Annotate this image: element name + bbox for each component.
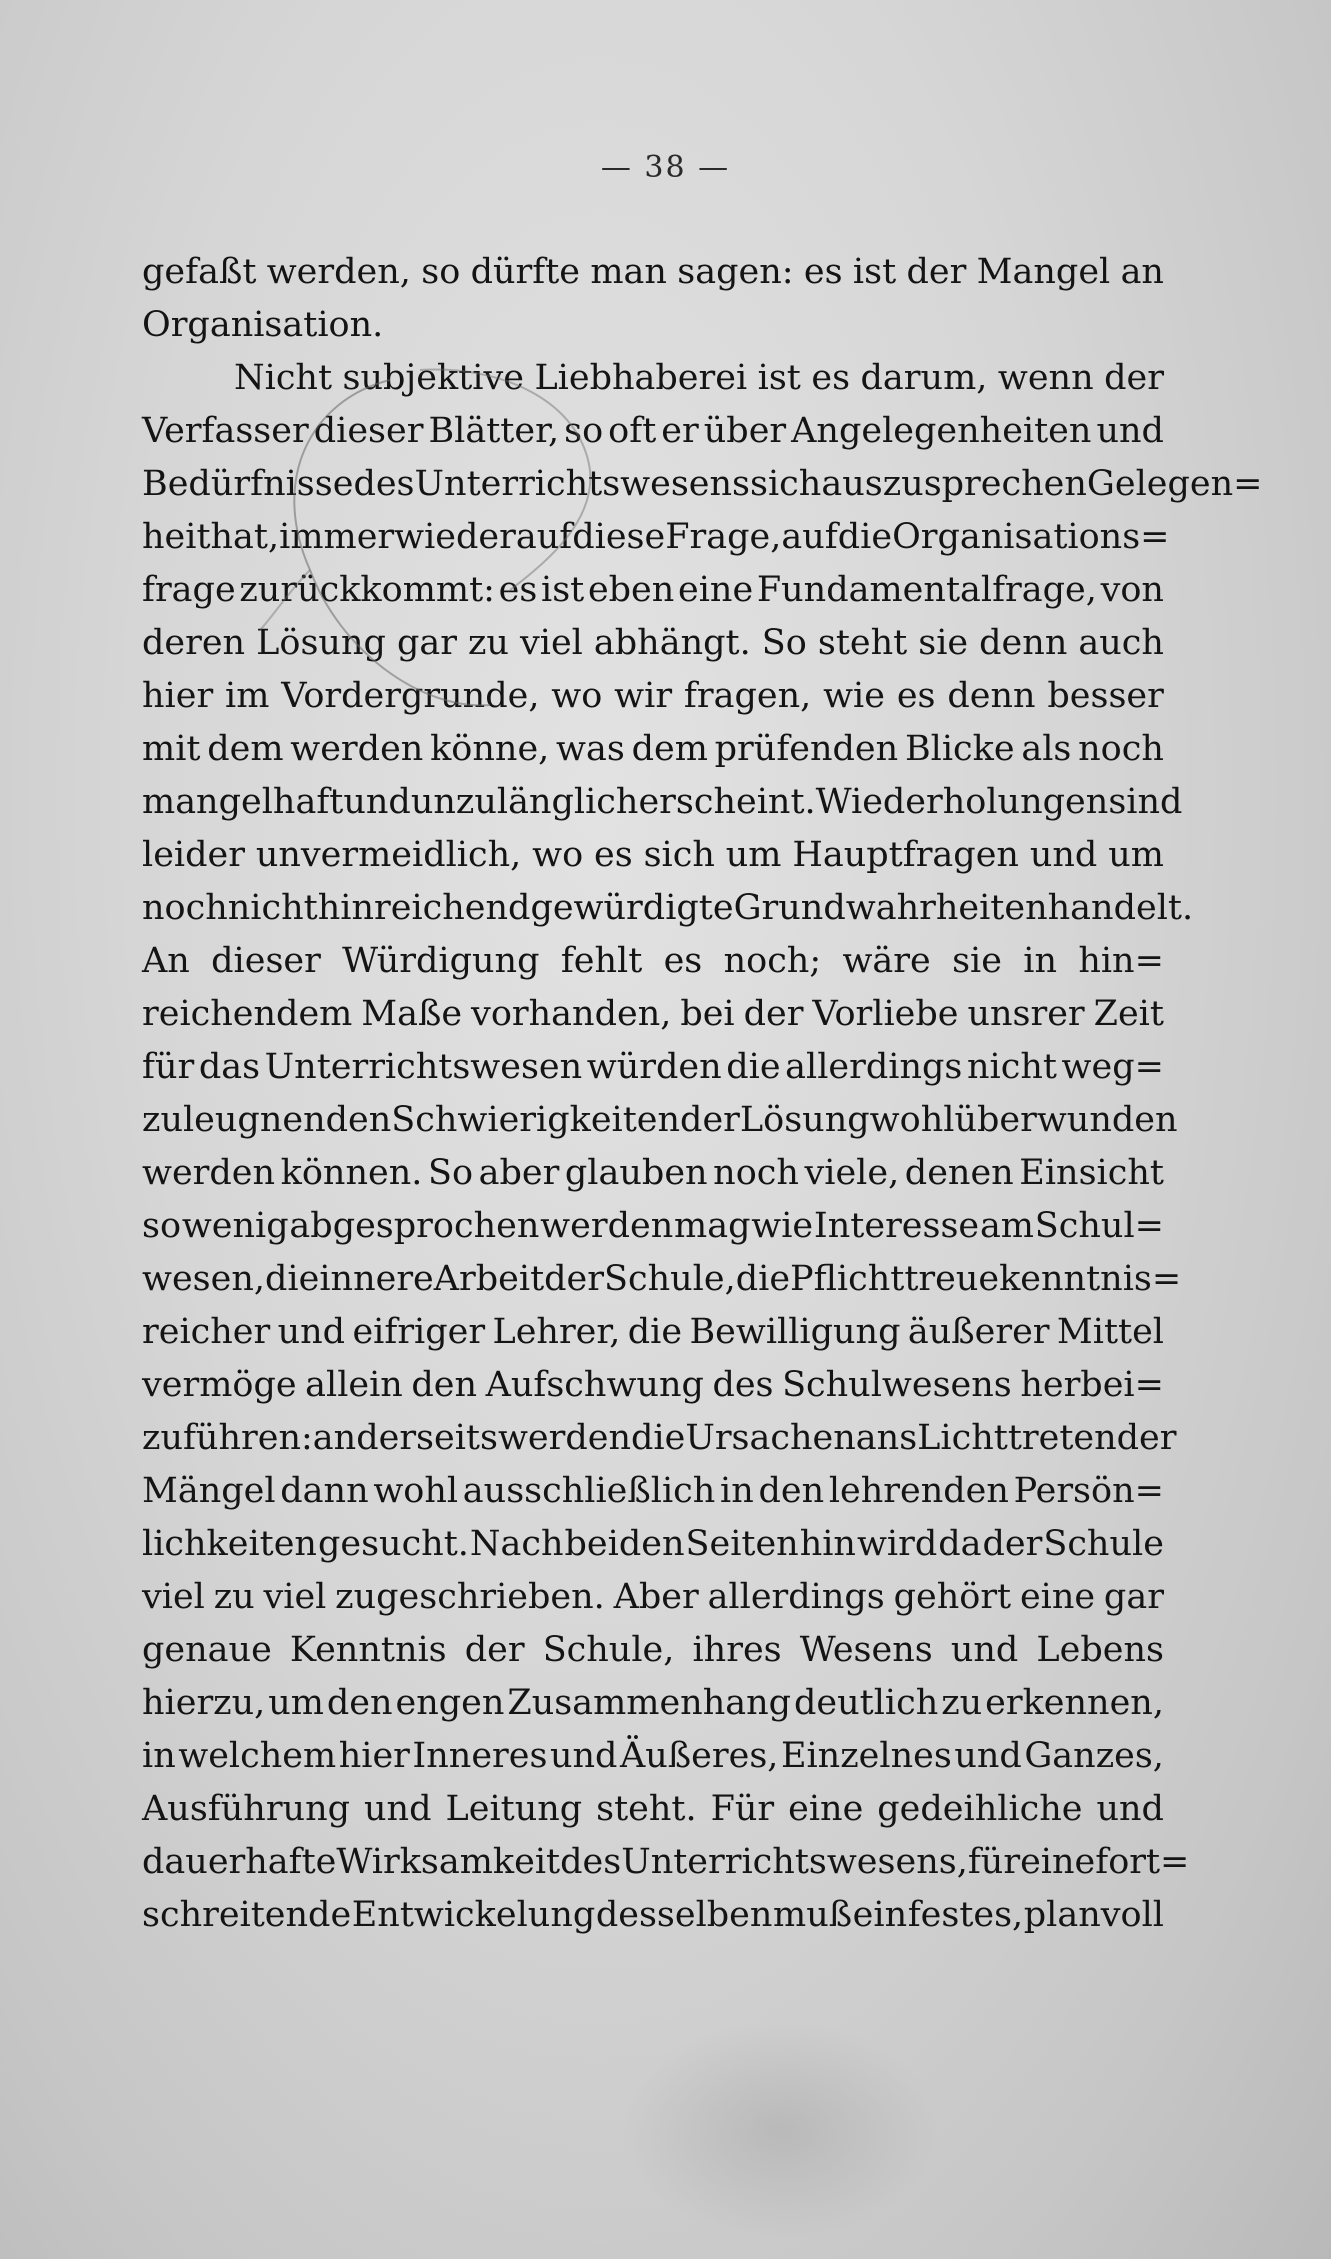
word: nicht bbox=[966, 1047, 1057, 1087]
word: dem bbox=[207, 729, 284, 769]
word: des bbox=[560, 1842, 622, 1882]
text-line bbox=[142, 1200, 1164, 1253]
word: innere bbox=[319, 1259, 434, 1299]
word: unzulänglich bbox=[410, 782, 639, 822]
word: ans bbox=[855, 1418, 918, 1458]
word: Schulwesens bbox=[782, 1365, 1012, 1405]
word: So bbox=[761, 623, 807, 663]
word: dann bbox=[280, 1471, 369, 1511]
word: zugeschrieben. bbox=[335, 1577, 605, 1617]
word: können. bbox=[280, 1153, 423, 1193]
word: ihres bbox=[692, 1630, 782, 1670]
word: viel bbox=[520, 623, 583, 663]
word: sagen: bbox=[677, 252, 794, 292]
word: des bbox=[353, 464, 415, 504]
word: die bbox=[735, 1259, 791, 1299]
word: und bbox=[1096, 411, 1164, 451]
word: Mittel bbox=[1056, 1312, 1164, 1352]
word: und bbox=[950, 1630, 1019, 1670]
word: und bbox=[1029, 835, 1098, 875]
word: es bbox=[498, 570, 538, 610]
text-line bbox=[142, 1041, 1164, 1094]
word: oft bbox=[608, 411, 657, 451]
word: werden bbox=[497, 1418, 632, 1458]
word: ist bbox=[852, 252, 897, 292]
word: nicht bbox=[227, 888, 318, 928]
word: darum, bbox=[860, 358, 988, 398]
word: um bbox=[725, 835, 782, 875]
word: sind bbox=[1108, 782, 1183, 822]
word: Vorliebe bbox=[812, 994, 959, 1034]
word: wenn bbox=[997, 358, 1094, 398]
word: gedeihliche bbox=[877, 1789, 1083, 1829]
word: ein bbox=[852, 1895, 908, 1935]
word: Organisation. bbox=[142, 305, 384, 345]
word: und bbox=[364, 1789, 432, 1829]
word: in bbox=[1023, 941, 1057, 981]
word: hin bbox=[799, 1524, 856, 1564]
word: Schwierigkeiten bbox=[391, 1100, 681, 1140]
word: hier bbox=[338, 1736, 410, 1776]
word: denn bbox=[979, 623, 1068, 663]
text-line bbox=[142, 1677, 1164, 1730]
word: auch bbox=[1078, 623, 1164, 663]
word: werden bbox=[290, 729, 424, 769]
word: da bbox=[938, 1524, 982, 1564]
word: Einsicht bbox=[1019, 1153, 1164, 1193]
word: und bbox=[954, 1736, 1022, 1776]
word: wird bbox=[856, 1524, 938, 1564]
text-line bbox=[142, 670, 1164, 723]
word: Unterrichtswesens, bbox=[621, 1842, 968, 1882]
word: tretender bbox=[1007, 1418, 1177, 1458]
word: Nach bbox=[469, 1524, 564, 1564]
word: gar bbox=[1103, 1577, 1164, 1617]
word: der bbox=[743, 994, 804, 1034]
word: Einzelnes bbox=[780, 1736, 952, 1776]
text-line bbox=[142, 776, 1183, 829]
word: Zeit bbox=[1093, 994, 1164, 1034]
word: die bbox=[627, 1312, 683, 1352]
word: Wesens bbox=[799, 1630, 933, 1670]
word: gehört bbox=[893, 1577, 1012, 1617]
word: in bbox=[720, 1471, 754, 1511]
word: gewürdigte bbox=[530, 888, 734, 928]
word: um bbox=[1108, 835, 1164, 875]
word: reicher bbox=[142, 1312, 271, 1352]
word: fort= bbox=[1095, 1842, 1190, 1882]
word: vorhanden, bbox=[471, 994, 672, 1034]
word: als bbox=[1021, 729, 1072, 769]
word: auszusprechen bbox=[821, 464, 1087, 504]
page-number: — 38 — bbox=[600, 150, 731, 185]
word: Lebens bbox=[1036, 1630, 1164, 1670]
word: in bbox=[142, 1736, 176, 1776]
word: allerdings bbox=[785, 1047, 963, 1087]
text-line bbox=[142, 1359, 1164, 1412]
word: heit bbox=[142, 517, 211, 557]
text-line bbox=[142, 1465, 1164, 1518]
word: Lehrer, bbox=[492, 1312, 621, 1352]
word: Äußeres, bbox=[619, 1736, 779, 1776]
word: Für bbox=[710, 1789, 775, 1829]
word: noch bbox=[1078, 729, 1164, 769]
word: Angelegenheiten bbox=[791, 411, 1092, 451]
body-text bbox=[142, 246, 1263, 1942]
word: so bbox=[421, 252, 461, 292]
word: Bewilligung bbox=[689, 1312, 901, 1352]
word: den bbox=[411, 1365, 478, 1405]
text-line bbox=[142, 1253, 1182, 1306]
word: sich bbox=[750, 464, 822, 504]
word: für bbox=[967, 1842, 1021, 1882]
word: Leitung bbox=[445, 1789, 583, 1829]
word: zuleugnenden bbox=[142, 1100, 392, 1140]
word: Pflichttreue bbox=[790, 1259, 1000, 1299]
word: es bbox=[803, 252, 843, 292]
word: handelt. bbox=[1047, 888, 1194, 928]
word: Inneres bbox=[412, 1736, 548, 1776]
word: Wirksamkeit bbox=[336, 1842, 561, 1882]
word: wesen, bbox=[142, 1259, 266, 1299]
word: fehlt bbox=[560, 941, 643, 981]
word: hier bbox=[142, 676, 214, 716]
text-line bbox=[142, 405, 1164, 458]
word: wo bbox=[532, 835, 584, 875]
word: sie bbox=[952, 941, 1002, 981]
word: noch bbox=[142, 888, 228, 928]
word: besser bbox=[1047, 676, 1164, 716]
word: Grundwahrheiten bbox=[733, 888, 1048, 928]
text-line bbox=[142, 617, 1164, 670]
word: bei bbox=[680, 994, 735, 1034]
word: Lösung bbox=[739, 1100, 870, 1140]
word: Blicke bbox=[904, 729, 1015, 769]
word: unvermeidlich, bbox=[255, 835, 522, 875]
word: erkennen, bbox=[985, 1683, 1164, 1723]
word: Entwickelung bbox=[351, 1895, 596, 1935]
word: abgesprochen bbox=[289, 1206, 540, 1246]
word: so bbox=[142, 1206, 182, 1246]
word: könne, bbox=[430, 729, 550, 769]
word: frage bbox=[142, 570, 236, 610]
word: eine bbox=[1019, 1577, 1096, 1617]
word: kenntnis= bbox=[999, 1259, 1182, 1299]
word: deutlich bbox=[794, 1683, 939, 1723]
word: beiden bbox=[564, 1524, 685, 1564]
word: desselben bbox=[595, 1895, 773, 1935]
text-line bbox=[142, 1147, 1164, 1200]
word: wieder bbox=[394, 517, 516, 557]
word: immer bbox=[279, 517, 395, 557]
word: prüfenden bbox=[714, 729, 899, 769]
word: es bbox=[663, 941, 703, 981]
word: wohl bbox=[869, 1100, 955, 1140]
text-line bbox=[142, 246, 1164, 299]
word: man bbox=[590, 252, 667, 292]
word: dieser bbox=[211, 941, 321, 981]
word: der bbox=[680, 1100, 740, 1140]
word: Zusammenhang bbox=[507, 1683, 792, 1723]
word: herbei= bbox=[1020, 1365, 1164, 1405]
word: werden, bbox=[266, 252, 411, 292]
word: zu bbox=[467, 623, 509, 663]
text-line bbox=[142, 299, 1164, 352]
word: schreitende bbox=[142, 1895, 352, 1935]
word: Nicht bbox=[234, 358, 333, 398]
word: Arbeit bbox=[433, 1259, 545, 1299]
word: sie bbox=[918, 623, 969, 663]
word: zu bbox=[213, 1577, 255, 1617]
text-line bbox=[142, 564, 1164, 617]
word: Vordergrunde, bbox=[281, 676, 540, 716]
word: Wiederholungen bbox=[815, 782, 1109, 822]
text-line bbox=[142, 352, 1164, 405]
word: des bbox=[712, 1365, 774, 1405]
word: allein bbox=[305, 1365, 403, 1405]
word: und bbox=[343, 782, 411, 822]
word: der bbox=[1104, 358, 1164, 398]
word: die bbox=[265, 1259, 320, 1299]
word: Mangel bbox=[976, 252, 1111, 292]
word: Ganzes, bbox=[1024, 1736, 1164, 1776]
word: auf bbox=[781, 517, 838, 557]
word: ist bbox=[541, 570, 585, 610]
text-line bbox=[142, 1571, 1164, 1624]
word: hat, bbox=[210, 517, 280, 557]
word: und bbox=[549, 1736, 618, 1776]
text-line bbox=[142, 1889, 1164, 1942]
text-line bbox=[142, 935, 1164, 988]
word: es bbox=[594, 835, 633, 875]
word: leider bbox=[142, 835, 245, 875]
word: so bbox=[564, 411, 604, 451]
text-line bbox=[142, 1624, 1164, 1677]
word: ausschließlich bbox=[462, 1471, 716, 1511]
word: die bbox=[631, 1418, 686, 1458]
text-line bbox=[142, 1518, 1164, 1571]
word: eifriger bbox=[352, 1312, 486, 1352]
word: am bbox=[979, 1206, 1034, 1246]
word: fragen, bbox=[683, 676, 812, 716]
word: Hauptfragen bbox=[792, 835, 1019, 875]
word: wohl bbox=[373, 1471, 459, 1511]
word: Seiten bbox=[685, 1524, 799, 1564]
word: der bbox=[544, 1259, 605, 1299]
word: Organisations= bbox=[892, 517, 1170, 557]
text-line bbox=[142, 1306, 1164, 1359]
word: gesucht. bbox=[317, 1524, 469, 1564]
word: er bbox=[661, 411, 699, 451]
word: im bbox=[225, 676, 270, 716]
word: die bbox=[726, 1047, 781, 1087]
word: muß bbox=[773, 1895, 853, 1935]
word: Bedürfnisse bbox=[142, 464, 354, 504]
word: um bbox=[268, 1683, 324, 1723]
word: Schul= bbox=[1034, 1206, 1164, 1246]
word: wenig bbox=[181, 1206, 289, 1246]
text-line bbox=[142, 988, 1164, 1041]
word: den bbox=[326, 1683, 393, 1723]
text-line bbox=[142, 511, 1170, 564]
word: Unterrichtswesens bbox=[414, 464, 751, 504]
word: An bbox=[142, 941, 190, 981]
word: wie bbox=[751, 1206, 814, 1246]
word: überwunden bbox=[954, 1100, 1178, 1140]
word: Licht bbox=[917, 1418, 1008, 1458]
word: Frage, bbox=[665, 517, 782, 557]
word: mag bbox=[674, 1206, 751, 1246]
word: Liebhaberei bbox=[534, 358, 748, 398]
word: Schule, bbox=[542, 1630, 675, 1670]
word: wie bbox=[823, 676, 885, 716]
word: Verfasser bbox=[142, 411, 309, 451]
word: Schule bbox=[1043, 1524, 1164, 1564]
word: aber bbox=[478, 1153, 560, 1193]
word: Aber bbox=[613, 1577, 699, 1617]
word: und bbox=[277, 1312, 346, 1352]
word: welchem bbox=[178, 1736, 337, 1776]
text-line bbox=[142, 1783, 1164, 1836]
word: viele, bbox=[804, 1153, 900, 1193]
word: für bbox=[142, 1047, 195, 1087]
word: steht. bbox=[596, 1789, 697, 1829]
word: Lösung bbox=[256, 623, 386, 663]
word: Maße bbox=[361, 994, 463, 1034]
word: es bbox=[811, 358, 851, 398]
word: sich bbox=[643, 835, 715, 875]
word: hinreichend bbox=[317, 888, 531, 928]
word: eine bbox=[788, 1789, 864, 1829]
word: abhängt. bbox=[593, 623, 751, 663]
word: der bbox=[982, 1524, 1043, 1564]
word: gar bbox=[396, 623, 457, 663]
word: Ausführung bbox=[142, 1789, 351, 1829]
word: denen bbox=[904, 1153, 1014, 1193]
word: zu bbox=[941, 1683, 983, 1723]
word: glauben bbox=[564, 1153, 708, 1193]
word: eben bbox=[587, 570, 675, 610]
word: So bbox=[427, 1153, 474, 1193]
word: Mängel bbox=[142, 1471, 276, 1511]
word: werden bbox=[142, 1153, 276, 1193]
word: den bbox=[758, 1471, 825, 1511]
word: der bbox=[464, 1630, 525, 1670]
word: hierzu, bbox=[142, 1683, 266, 1723]
text-line bbox=[142, 1094, 1178, 1147]
word: hin= bbox=[1078, 941, 1164, 981]
word: wäre bbox=[842, 941, 931, 981]
text-line bbox=[142, 723, 1164, 776]
word: Aufschwung bbox=[485, 1365, 704, 1405]
word: viel bbox=[142, 1577, 205, 1617]
word: Schule, bbox=[604, 1259, 736, 1299]
word: der bbox=[906, 252, 967, 292]
word: das bbox=[198, 1047, 261, 1087]
word: steht bbox=[817, 623, 908, 663]
word: lichkeiten bbox=[142, 1524, 317, 1564]
word: reichendem bbox=[142, 994, 353, 1034]
word: genaue bbox=[142, 1630, 272, 1670]
text-line bbox=[142, 1836, 1190, 1889]
text-line bbox=[142, 1412, 1177, 1465]
word: äußerer bbox=[907, 1312, 1050, 1352]
word: auf bbox=[515, 517, 573, 557]
paper-smudge bbox=[620, 2020, 940, 2240]
word: wo bbox=[551, 676, 603, 716]
word: festes, bbox=[907, 1895, 1024, 1935]
word: subjektive bbox=[342, 358, 524, 398]
word: noch bbox=[713, 1153, 799, 1193]
word: unsrer bbox=[967, 994, 1085, 1034]
word: würden bbox=[586, 1047, 722, 1087]
word: Interesse bbox=[813, 1206, 980, 1246]
text-line bbox=[142, 882, 1194, 935]
word: denn bbox=[947, 676, 1036, 716]
word: über bbox=[703, 411, 787, 451]
word: ist bbox=[757, 358, 801, 398]
word: gefaßt bbox=[142, 252, 257, 292]
word: Blätter, bbox=[428, 411, 560, 451]
word: was bbox=[556, 729, 625, 769]
word: Persön= bbox=[1013, 1471, 1164, 1511]
word: allerdings bbox=[707, 1577, 885, 1617]
word: werden bbox=[540, 1206, 674, 1246]
word: noch; bbox=[723, 941, 822, 981]
word: Ursachen bbox=[685, 1418, 856, 1458]
word: anderseits bbox=[312, 1418, 498, 1458]
word: an bbox=[1120, 252, 1164, 292]
word: weg= bbox=[1061, 1047, 1164, 1087]
word: viel bbox=[263, 1577, 327, 1617]
word: eine bbox=[678, 570, 754, 610]
word: dürfte bbox=[470, 252, 581, 292]
word: von bbox=[1100, 570, 1164, 610]
word: dem bbox=[631, 729, 708, 769]
word: eine bbox=[1020, 1842, 1096, 1882]
word: vermöge bbox=[142, 1365, 297, 1405]
word: Würdigung bbox=[342, 941, 540, 981]
word: mit bbox=[142, 729, 201, 769]
word: engen bbox=[395, 1683, 505, 1723]
word: planvoll bbox=[1023, 1895, 1164, 1935]
word: Fundamentalfrage, bbox=[756, 570, 1097, 610]
word: Kenntnis bbox=[289, 1630, 447, 1670]
word: diese bbox=[572, 517, 666, 557]
word: und bbox=[1096, 1789, 1164, 1829]
word: Unterrichtswesen bbox=[264, 1047, 583, 1087]
word: Gelegen= bbox=[1086, 464, 1263, 504]
word: lehrenden bbox=[828, 1471, 1009, 1511]
text-line bbox=[142, 458, 1263, 511]
word: zurückkommt: bbox=[239, 570, 495, 610]
word: erscheint. bbox=[638, 782, 816, 822]
word: wir bbox=[614, 676, 673, 716]
text-line bbox=[142, 829, 1164, 882]
word: dieser bbox=[313, 411, 424, 451]
word: dauerhafte bbox=[142, 1842, 337, 1882]
word: deren bbox=[142, 623, 246, 663]
word: die bbox=[837, 517, 893, 557]
word: mangelhaft bbox=[142, 782, 344, 822]
word: es bbox=[896, 676, 936, 716]
word: zuführen: bbox=[142, 1418, 313, 1458]
text-line bbox=[142, 1730, 1164, 1783]
